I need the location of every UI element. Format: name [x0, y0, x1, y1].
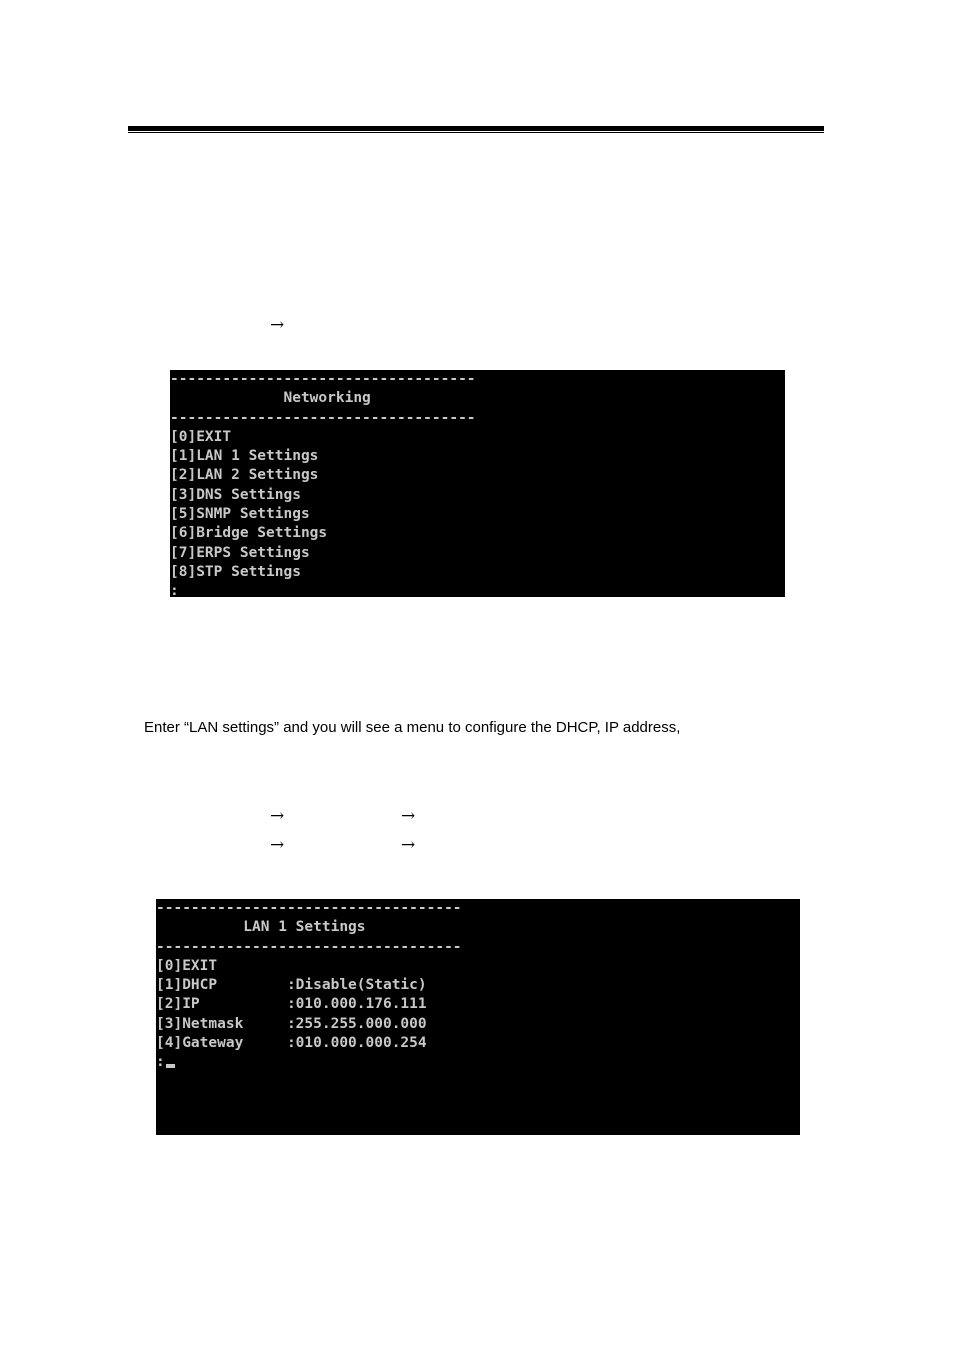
- cursor-icon: [166, 1064, 175, 1068]
- arrow-icon: →: [270, 806, 285, 826]
- menu-item-bridge: [6]Bridge Settings: [170, 525, 328, 542]
- arrow-icon: →: [270, 835, 285, 855]
- terminal-divider: -----------------------------------: [156, 900, 462, 916]
- menu-item-exit: [0]EXIT: [170, 428, 232, 445]
- networking-terminal: [170, 370, 785, 597]
- terminal-prompt: [156, 1053, 800, 1072]
- terminal-title: LAN 1 Settings: [156, 919, 366, 936]
- header-rule-thin: [128, 132, 824, 133]
- terminal-divider: -----------------------------------: [170, 409, 476, 426]
- terminal-divider: -----------------------------------: [170, 371, 476, 387]
- menu-item-lan1: [1]LAN 1 Settings: [170, 448, 319, 465]
- menu-item-gateway: [4]Gateway :010.000.000.254: [156, 1035, 427, 1052]
- terminal-prompt: :: [170, 583, 179, 597]
- lan-settings-paragraph: Enter “LAN settings” and you will see a menu to configure the DHCP, IP address,: [144, 719, 681, 736]
- menu-item-dns: [3]DNS Settings: [170, 486, 301, 503]
- menu-item-dhcp: [1]DHCP :Disable(Static): [156, 977, 427, 994]
- prompt-colon: :: [156, 1054, 165, 1071]
- header-rule: [128, 126, 824, 131]
- arrow-icon: →: [270, 315, 285, 335]
- menu-item-snmp: [5]SNMP Settings: [170, 506, 310, 523]
- menu-item-netmask: [3]Netmask :255.255.000.000: [156, 1015, 427, 1032]
- menu-item-exit: [0]EXIT: [156, 957, 218, 974]
- terminal-title: Networking: [170, 390, 371, 407]
- menu-item-lan2: [2]LAN 2 Settings: [170, 467, 319, 484]
- arrow-icon: →: [401, 806, 416, 826]
- lan-settings-terminal: [156, 899, 800, 1135]
- terminal-divider: -----------------------------------: [156, 938, 462, 955]
- menu-item-erps: [7]ERPS Settings: [170, 544, 310, 561]
- menu-item-ip: [2]IP :010.000.176.111: [156, 996, 427, 1013]
- menu-item-stp: [8]STP Settings: [170, 563, 301, 580]
- arrow-icon: →: [401, 835, 416, 855]
